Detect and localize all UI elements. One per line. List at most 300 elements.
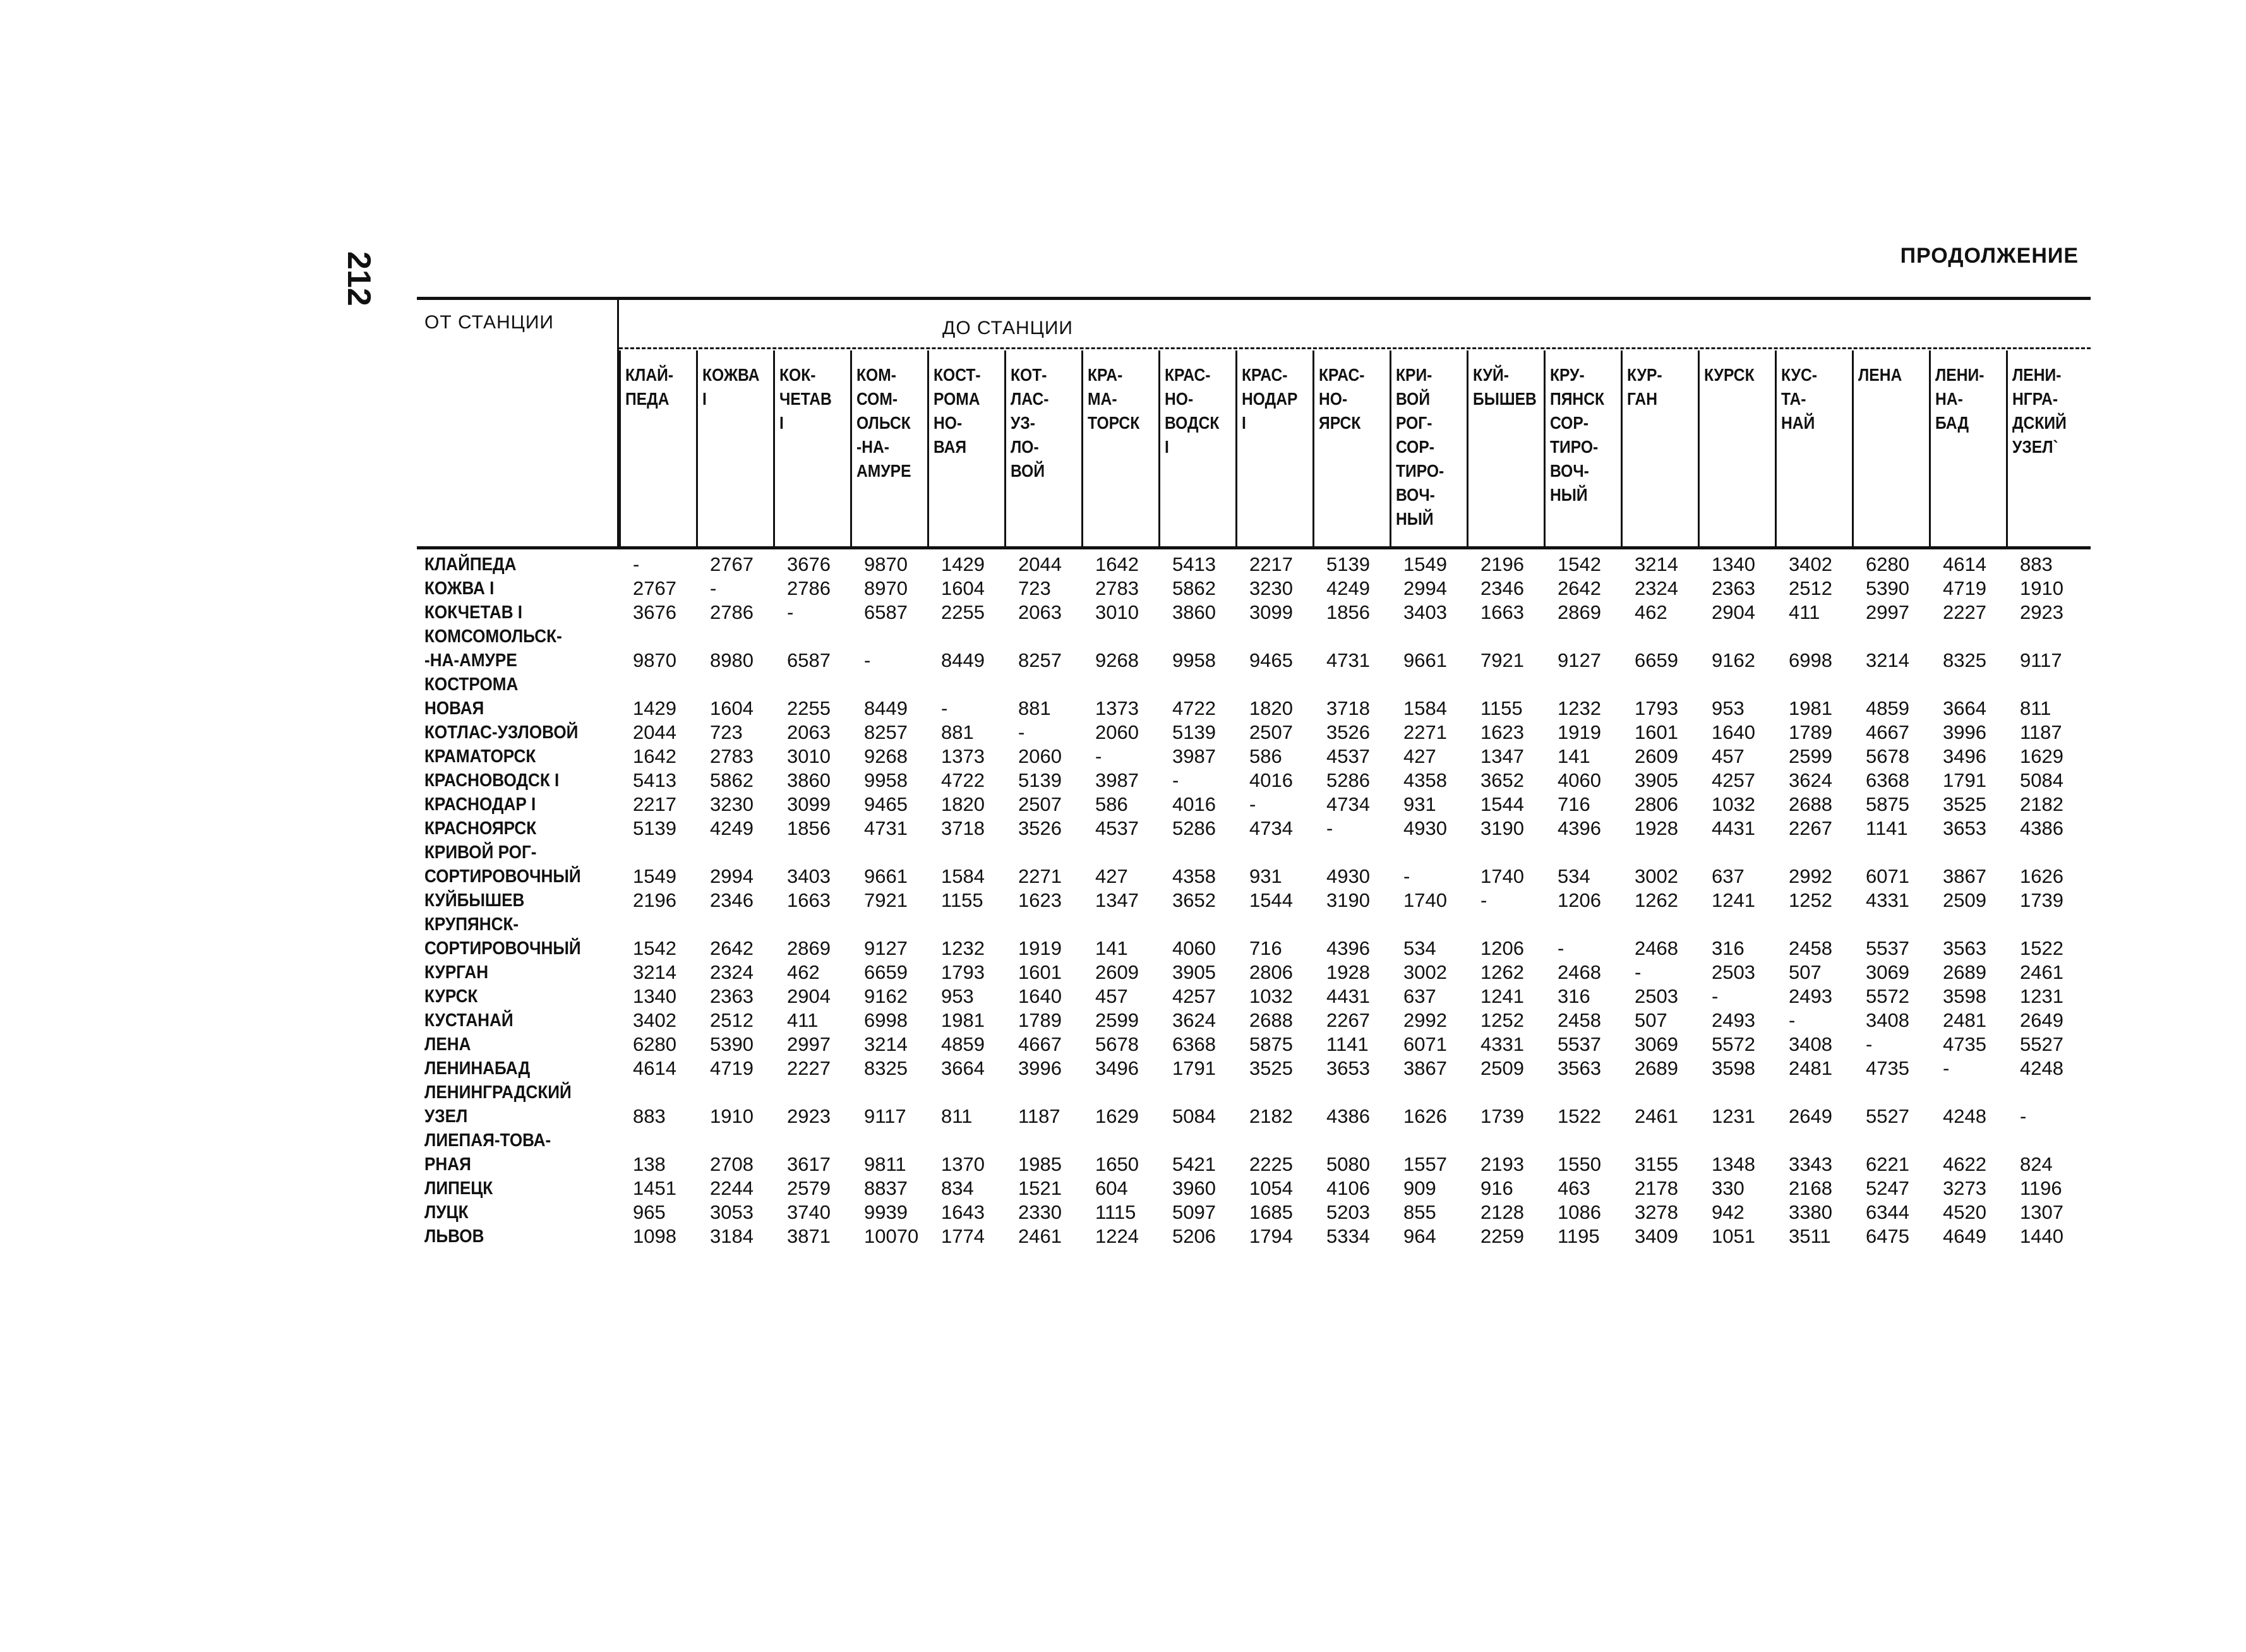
- table-cell: 3214: [1866, 649, 1909, 671]
- table-cell: 4719: [1943, 577, 1986, 599]
- table-cell: 3408: [1789, 1033, 1832, 1055]
- column-divider: [850, 350, 852, 546]
- table-cell: 2904: [787, 985, 831, 1007]
- table-cell: 3403: [787, 865, 831, 887]
- column-header: КОМ- СОМ- ОЛЬСК -НА- АМУРЕ: [856, 365, 911, 481]
- table-cell: 1262: [1480, 961, 1524, 983]
- table-cell: 1928: [1635, 817, 1678, 839]
- table-cell: 9117: [2020, 649, 2062, 671]
- column-header: ЛЕНИ- НГРА- ДСКИЙ УЗЕЛ`: [2012, 365, 2067, 457]
- table-cell: 1793: [941, 961, 985, 983]
- table-cell: 2509: [1480, 1057, 1524, 1079]
- table-cell: 5286: [1326, 769, 1370, 791]
- table-cell: 2193: [1480, 1153, 1524, 1175]
- table-cell: 3099: [787, 793, 831, 815]
- table-cell: 9117: [864, 1105, 906, 1127]
- table-cell: 953: [1712, 697, 1745, 719]
- row-label: КРАСНОВОДСК I: [424, 770, 560, 791]
- table-cell: 1820: [941, 793, 985, 815]
- table-cell: 2994: [710, 865, 754, 887]
- table-cell: 1206: [1558, 889, 1601, 911]
- table-cell: 5084: [2020, 769, 2063, 791]
- table-cell: 5413: [1172, 553, 1216, 575]
- column-header: КУС- ТА- НАЙ: [1781, 365, 1817, 433]
- table-cell: 5247: [1866, 1177, 1909, 1199]
- table-cell: 883: [2020, 553, 2053, 575]
- table-cell: 3069: [1635, 1033, 1678, 1055]
- column-header: КОТ- ЛАС- УЗ- ЛО- ВОЙ: [1011, 365, 1049, 481]
- table-cell: 3740: [787, 1201, 831, 1223]
- table-cell: 1623: [1480, 721, 1524, 743]
- table-cell: 3010: [1095, 601, 1139, 623]
- table-cell: 4722: [941, 769, 985, 791]
- table-cell: 3190: [1480, 817, 1524, 839]
- row-label: КУСТАНАЙ: [424, 1010, 513, 1031]
- table-cell: 8257: [1018, 649, 1062, 671]
- table-cell: 1584: [941, 865, 985, 887]
- table-cell: 953: [941, 985, 974, 1007]
- table-cell: 2649: [2020, 1009, 2063, 1031]
- table-cell: 4396: [1558, 817, 1601, 839]
- table-cell: 6071: [1866, 865, 1909, 887]
- table-cell: 5139: [1326, 553, 1370, 575]
- table-cell: 2044: [1018, 553, 1062, 575]
- table-cell: 586: [1249, 745, 1282, 767]
- table-cell: 3624: [1172, 1009, 1216, 1031]
- table-cell: 2227: [1943, 601, 1986, 623]
- table-cell: 2783: [1095, 577, 1139, 599]
- table-cell: 2324: [1635, 577, 1678, 599]
- table-cell: 1789: [1018, 1009, 1062, 1031]
- table-cell: 2509: [1943, 889, 1986, 911]
- table-cell: 1141: [1866, 817, 1908, 839]
- table-cell: 1429: [633, 697, 676, 719]
- table-cell: 3617: [787, 1153, 831, 1175]
- table-cell: 1820: [1249, 697, 1293, 719]
- table-cell: -: [1943, 1057, 1950, 1079]
- row-label: ЛЬВОВ: [424, 1226, 484, 1247]
- table-cell: 3155: [1635, 1153, 1678, 1175]
- table-cell: -: [941, 697, 948, 719]
- table-cell: 942: [1712, 1201, 1745, 1223]
- table-cell: 9268: [1095, 649, 1139, 671]
- table-cell: 4731: [864, 817, 908, 839]
- table-cell: 2178: [1635, 1177, 1678, 1199]
- table-cell: 457: [1712, 745, 1745, 767]
- table-cell: 3278: [1635, 1201, 1678, 1223]
- table-cell: 1685: [1249, 1201, 1293, 1223]
- table-cell: 2259: [1480, 1225, 1524, 1247]
- table-cell: 2507: [1018, 793, 1062, 815]
- table-cell: 4358: [1403, 769, 1447, 791]
- table-cell: 4396: [1326, 937, 1370, 959]
- table-cell: 1601: [1635, 721, 1678, 743]
- table-cell: 3996: [1018, 1057, 1062, 1079]
- table-cell: 1985: [1018, 1153, 1062, 1175]
- table-cell: 1640: [1018, 985, 1062, 1007]
- table-cell: 1550: [1558, 1153, 1601, 1175]
- column-divider: [927, 350, 929, 546]
- table-cell: 2688: [1249, 1009, 1293, 1031]
- table-cell: 2579: [787, 1177, 831, 1199]
- table-cell: 6998: [1789, 649, 1832, 671]
- table-cell: 1794: [1249, 1225, 1293, 1247]
- table-cell: 1549: [1403, 553, 1447, 575]
- column-divider: [773, 350, 775, 546]
- table-cell: 1981: [1789, 697, 1832, 719]
- table-cell: 1601: [1018, 961, 1062, 983]
- table-cell: 2330: [1018, 1201, 1062, 1223]
- table-cell: 2255: [941, 601, 985, 623]
- row-label: КРАМАТОРСК: [424, 746, 536, 767]
- column-header: КУР- ГАН: [1627, 365, 1662, 409]
- table-cell: 1347: [1480, 745, 1524, 767]
- table-cell: 1629: [2020, 745, 2063, 767]
- table-cell: 5527: [2020, 1033, 2063, 1055]
- table-cell: 2182: [2020, 793, 2063, 815]
- table-cell: 2992: [1789, 865, 1832, 887]
- table-cell: 1663: [1480, 601, 1524, 623]
- column-divider: [1081, 350, 1083, 546]
- table-cell: 1650: [1095, 1153, 1139, 1175]
- table-cell: 3871: [787, 1225, 831, 1247]
- table-cell: 1981: [941, 1009, 985, 1031]
- table-cell: 4431: [1712, 817, 1755, 839]
- table-cell: 4257: [1172, 985, 1216, 1007]
- table-cell: 2227: [787, 1057, 831, 1079]
- page-number: 212: [340, 251, 377, 306]
- table-cell: 3718: [941, 817, 985, 839]
- table-cell: 9870: [633, 649, 676, 671]
- table-cell: 3624: [1789, 769, 1832, 791]
- table-cell: 916: [1480, 1177, 1513, 1199]
- table-cell: 1098: [633, 1225, 676, 1247]
- column-divider: [1004, 350, 1006, 546]
- table-cell: 811: [2020, 697, 2051, 719]
- table-cell: 10070: [864, 1225, 919, 1247]
- table-cell: 411: [787, 1009, 819, 1031]
- table-cell: 4735: [1943, 1033, 1986, 1055]
- table-cell: 881: [1018, 697, 1051, 719]
- table-cell: 2708: [710, 1153, 754, 1175]
- table-cell: -: [1403, 865, 1410, 887]
- table-cell: 1032: [1712, 793, 1755, 815]
- table-cell: 1522: [2020, 937, 2063, 959]
- table-cell: 1626: [2020, 865, 2063, 887]
- table-cell: 1155: [941, 889, 983, 911]
- table-cell: -: [1018, 721, 1025, 743]
- column-divider: [1852, 350, 1854, 546]
- table-cell: 1195: [1558, 1225, 1600, 1247]
- table-cell: 9127: [864, 937, 908, 959]
- table-cell: 3402: [1789, 553, 1832, 575]
- table-cell: 4859: [1866, 697, 1909, 719]
- table-cell: 1521: [1018, 1177, 1062, 1199]
- table-cell: 3860: [787, 769, 831, 791]
- table-cell: 3987: [1172, 745, 1216, 767]
- table-cell: 5203: [1326, 1201, 1370, 1223]
- table-cell: 2783: [710, 745, 754, 767]
- table-cell: 4537: [1095, 817, 1139, 839]
- table-cell: 1224: [1095, 1225, 1139, 1247]
- table-cell: 4520: [1943, 1201, 1986, 1223]
- table-cell: 9870: [864, 553, 908, 575]
- table-cell: 3214: [633, 961, 676, 983]
- table-cell: 811: [941, 1105, 973, 1127]
- table-cell: 1629: [1095, 1105, 1139, 1127]
- table-cell: 1604: [941, 577, 985, 599]
- table-cell: 3511: [1789, 1225, 1831, 1247]
- table-cell: 507: [1635, 1009, 1667, 1031]
- table-cell: 3380: [1789, 1201, 1832, 1223]
- table-cell: 1231: [2020, 985, 2063, 1007]
- table-cell: 964: [1403, 1225, 1436, 1247]
- table-cell: 1642: [633, 745, 676, 767]
- table-cell: 2225: [1249, 1153, 1293, 1175]
- table-cell: 3214: [864, 1033, 908, 1055]
- column-header: КОСТ- РОМА НО- ВАЯ: [934, 365, 981, 457]
- column-divider: [1698, 350, 1700, 546]
- table-cell: 2346: [710, 889, 754, 911]
- table-cell: 462: [787, 961, 820, 983]
- table-cell: -: [1480, 889, 1487, 911]
- table-cell: 2461: [1635, 1105, 1678, 1127]
- table-cell: 8449: [864, 697, 908, 719]
- column-divider: [1621, 350, 1623, 546]
- table-cell: 1241: [1712, 889, 1755, 911]
- table-cell: 3184: [710, 1225, 754, 1247]
- table-cell: 1340: [1712, 553, 1755, 575]
- row-label: КРУПЯНСК- СОРТИРОВОЧНЫЙ: [424, 914, 581, 959]
- row-label: КОТЛАС-УЗЛОВОЙ: [424, 722, 579, 743]
- table-cell: 3099: [1249, 601, 1293, 623]
- table-cell: 2363: [1712, 577, 1755, 599]
- column-divider: [619, 350, 621, 546]
- table-cell: 2507: [1249, 721, 1293, 743]
- table-cell: 1187: [2020, 721, 2062, 743]
- table-cell: 2244: [710, 1177, 754, 1199]
- column-divider: [1158, 350, 1160, 546]
- column-header: КОЖВА I: [702, 365, 760, 409]
- table-cell: 4719: [710, 1057, 754, 1079]
- table-cell: 2869: [1558, 601, 1601, 623]
- table-cell: 3718: [1326, 697, 1370, 719]
- top-rule: [417, 297, 2091, 300]
- table-cell: 3002: [1403, 961, 1447, 983]
- table-cell: 5139: [633, 817, 676, 839]
- table-cell: 2994: [1403, 577, 1447, 599]
- table-cell: 2267: [1326, 1009, 1370, 1031]
- table-cell: 2461: [2020, 961, 2063, 983]
- table-cell: 2642: [710, 937, 754, 959]
- table-cell: 316: [1712, 937, 1745, 959]
- table-cell: -: [2020, 1105, 2027, 1127]
- table-cell: 2767: [710, 553, 754, 575]
- column-divider: [696, 350, 698, 546]
- table-cell: 5875: [1249, 1033, 1293, 1055]
- table-cell: 4649: [1943, 1225, 1986, 1247]
- table-cell: 2063: [1018, 601, 1062, 623]
- table-cell: -: [1635, 961, 1642, 983]
- table-cell: 2346: [1480, 577, 1524, 599]
- table-cell: 1370: [941, 1153, 985, 1175]
- table-cell: 3867: [1403, 1057, 1447, 1079]
- table-cell: 1856: [1326, 601, 1370, 623]
- table-cell: 2493: [1712, 1009, 1755, 1031]
- distance-table: [417, 297, 2091, 1269]
- table-cell: -: [1558, 937, 1564, 959]
- table-cell: 462: [1635, 601, 1667, 623]
- table-cell: 3273: [1943, 1177, 1986, 1199]
- table-cell: 4016: [1249, 769, 1293, 791]
- row-label: КОЖВА I: [424, 578, 495, 599]
- row-label: КРАСНОЯРСК: [424, 818, 537, 839]
- table-cell: 5527: [1866, 1105, 1909, 1127]
- column-header: ЛЕНА: [1858, 365, 1902, 385]
- table-cell: 9958: [1172, 649, 1216, 671]
- row-label: КРАСНОДАР I: [424, 794, 536, 815]
- header-bottom-rule: [417, 546, 2091, 549]
- table-cell: 1626: [1403, 1105, 1447, 1127]
- table-cell: 4016: [1172, 793, 1216, 815]
- table-cell: 716: [1558, 793, 1590, 815]
- table-cell: 1791: [1172, 1057, 1216, 1079]
- table-cell: 2806: [1249, 961, 1293, 983]
- table-cell: 3653: [1943, 817, 1986, 839]
- table-cell: 3598: [1712, 1057, 1755, 1079]
- row-label: КУЙБЫШЕВ: [424, 890, 525, 911]
- table-cell: 1252: [1480, 1009, 1524, 1031]
- table-cell: 3676: [633, 601, 676, 623]
- table-cell: 1557: [1403, 1153, 1447, 1175]
- table-cell: 1252: [1789, 889, 1832, 911]
- table-cell: 6587: [787, 649, 831, 671]
- table-cell: 637: [1403, 985, 1436, 1007]
- table-cell: -: [633, 553, 640, 575]
- table-cell: 457: [1095, 985, 1128, 1007]
- table-cell: 2196: [633, 889, 676, 911]
- table-cell: -: [1866, 1033, 1873, 1055]
- table-cell: 2324: [710, 961, 754, 983]
- column-header: КЛАЙ- ПЕДА: [625, 365, 674, 409]
- table-cell: 3563: [1943, 937, 1986, 959]
- table-cell: 1791: [1943, 769, 1986, 791]
- table-cell: 9465: [1249, 649, 1293, 671]
- table-cell: 9268: [864, 745, 908, 767]
- table-cell: -: [1326, 817, 1333, 839]
- table-cell: 3652: [1480, 769, 1524, 791]
- table-cell: 3867: [1943, 865, 1986, 887]
- table-cell: -: [1095, 745, 1102, 767]
- table-cell: 2363: [710, 985, 754, 1007]
- table-cell: 723: [710, 721, 743, 743]
- row-label: ЛИПЕЦК: [424, 1178, 493, 1199]
- table-cell: 5862: [710, 769, 754, 791]
- table-cell: 5678: [1866, 745, 1909, 767]
- table-cell: 2512: [710, 1009, 754, 1031]
- table-cell: 1740: [1403, 889, 1447, 911]
- table-cell: 4722: [1172, 697, 1216, 719]
- table-cell: 427: [1403, 745, 1436, 767]
- table-cell: 2060: [1018, 745, 1062, 767]
- table-cell: 2044: [633, 721, 676, 743]
- table-cell: 1544: [1249, 889, 1293, 911]
- table-cell: 2997: [1866, 601, 1909, 623]
- table-cell: 3525: [1249, 1057, 1293, 1079]
- table-cell: 3653: [1326, 1057, 1370, 1079]
- table-cell: 2688: [1789, 793, 1832, 815]
- table-cell: 2869: [787, 937, 831, 959]
- column-divider: [1467, 350, 1468, 546]
- table-cell: 824: [2020, 1153, 2053, 1175]
- table-cell: 1643: [941, 1201, 985, 1223]
- table-cell: 1373: [941, 745, 985, 767]
- column-header: КРУ- ПЯНСК СОР- ТИРО- ВОЧ- НЫЙ: [1550, 365, 1605, 505]
- table-cell: 1232: [1558, 697, 1601, 719]
- table-cell: 2992: [1403, 1009, 1447, 1031]
- table-cell: -: [864, 649, 871, 671]
- table-cell: 1910: [2020, 577, 2063, 599]
- table-cell: 2182: [1249, 1105, 1293, 1127]
- table-cell: 4614: [1943, 553, 1986, 575]
- table-cell: 2271: [1403, 721, 1447, 743]
- table-cell: 2767: [633, 577, 676, 599]
- table-cell: 1206: [1480, 937, 1524, 959]
- table-cell: 4386: [1326, 1105, 1370, 1127]
- column-header: КРАС- НО- ЯРСК: [1319, 365, 1365, 433]
- row-label: ЛИЕПАЯ-ТОВА- РНАЯ: [424, 1130, 551, 1175]
- header-dashed-rule: [619, 347, 2091, 349]
- table-cell: 4257: [1712, 769, 1755, 791]
- table-cell: 4249: [1326, 577, 1370, 599]
- table-cell: 2599: [1095, 1009, 1139, 1031]
- table-cell: 2267: [1789, 817, 1832, 839]
- table-cell: 3053: [710, 1201, 754, 1223]
- table-cell: 316: [1558, 985, 1590, 1007]
- table-cell: 1231: [1712, 1105, 1755, 1127]
- table-cell: 4622: [1943, 1153, 1986, 1175]
- table-cell: 4248: [2020, 1057, 2063, 1079]
- table-cell: 1440: [2020, 1225, 2063, 1247]
- table-cell: 1740: [1480, 865, 1524, 887]
- table-cell: 2255: [787, 697, 831, 719]
- table-cell: 2786: [787, 577, 831, 599]
- table-cell: 4614: [633, 1057, 676, 1079]
- column-header: КРА- МА- ТОРСК: [1088, 365, 1140, 433]
- table-cell: 3230: [710, 793, 754, 815]
- table-cell: 5286: [1172, 817, 1216, 839]
- table-cell: 855: [1403, 1201, 1436, 1223]
- table-cell: 5206: [1172, 1225, 1216, 1247]
- table-cell: 1307: [2020, 1201, 2063, 1223]
- table-cell: 2063: [787, 721, 831, 743]
- table-cell: 6221: [1866, 1153, 1909, 1175]
- table-cell: 1429: [941, 553, 985, 575]
- table-cell: 5139: [1172, 721, 1216, 743]
- table-cell: 1739: [1480, 1105, 1524, 1127]
- table-cell: 931: [1403, 793, 1436, 815]
- table-cell: 3860: [1172, 601, 1216, 623]
- table-cell: 5097: [1172, 1201, 1216, 1223]
- table-cell: 723: [1018, 577, 1051, 599]
- column-divider: [2006, 350, 2008, 546]
- table-cell: 1549: [633, 865, 676, 887]
- table-cell: 463: [1558, 1177, 1590, 1199]
- table-cell: 8449: [941, 649, 985, 671]
- table-cell: 965: [633, 1201, 666, 1223]
- table-cell: 6071: [1403, 1033, 1447, 1055]
- column-header: КУРСК: [1704, 365, 1755, 385]
